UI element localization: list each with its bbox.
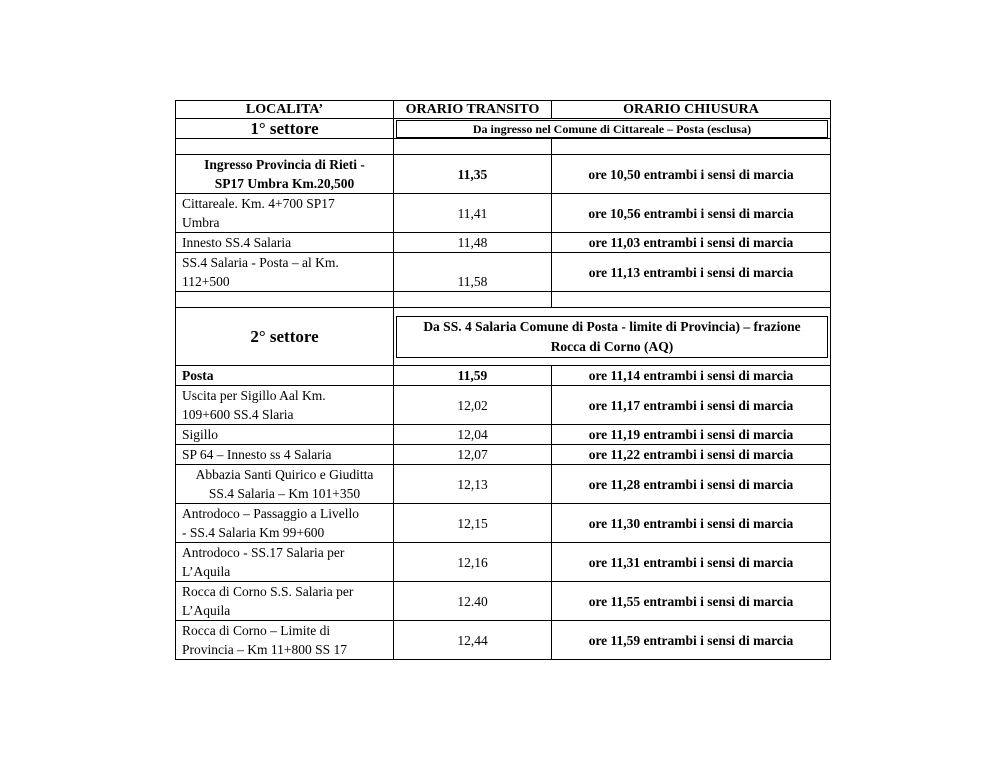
transit-time: 12,15: [394, 504, 552, 543]
table-row: [176, 386, 831, 425]
closure-time: ore 10,50 entrambi i sensi di marcia: [552, 155, 831, 194]
location-cell: Antrodoco – Passaggio a Livello - SS.4 Salaria Km 99+600: [176, 504, 394, 543]
sector-1-row: [176, 119, 831, 139]
closure-time: ore 11,28 entrambi i sensi di marcia: [552, 465, 831, 504]
closure-time: ore 11,31 entrambi i sensi di marcia: [552, 543, 831, 582]
spacer-row: [176, 292, 831, 308]
closure-time: ore 10,56 entrambi i sensi di marcia: [552, 194, 831, 233]
location-cell: Innesto SS.4 Salaria: [176, 233, 394, 253]
location-cell: Rocca di Corno S.S. Salaria per L’Aquila: [176, 582, 394, 621]
header-localita: LOCALITA’: [176, 101, 394, 119]
transit-time: 11,48: [394, 233, 552, 253]
table-row: [176, 233, 831, 253]
header-orario-chiusura: ORARIO CHIUSURA: [552, 101, 831, 119]
sector-1-note: Da ingresso nel Comune di Cittareale – Posta (esclusa): [396, 120, 828, 138]
transit-time: 12,02: [394, 386, 552, 425]
transit-time: 11,41: [394, 194, 552, 233]
transit-time: 12,07: [394, 445, 552, 465]
sector-2-row: [176, 308, 831, 366]
location-cell: Sigillo: [176, 425, 394, 445]
closure-time: ore 11,30 entrambi i sensi di marcia: [552, 504, 831, 543]
table-row: [176, 155, 831, 194]
location-cell: Abbazia Santi Quirico e Giuditta SS.4 Salaria – Km 101+350: [176, 465, 394, 504]
table-row: [176, 621, 831, 660]
location-cell: Ingresso Provincia di Rieti - SP17 Umbra Km.20,500: [176, 155, 394, 194]
location-cell: SS.4 Salaria - Posta – al Km. 112+500: [176, 253, 394, 292]
closure-time: ore 11,55 entrambi i sensi di marcia: [552, 582, 831, 621]
table-row: [176, 194, 831, 233]
transit-time: 12,13: [394, 465, 552, 504]
closure-time: ore 11,22 entrambi i sensi di marcia: [552, 445, 831, 465]
table-row: [176, 504, 831, 543]
sector-2-label: 2° settore: [176, 308, 394, 366]
location-cell: Uscita per Sigillo Aal Km. 109+600 SS.4 Slaria: [176, 386, 394, 425]
transit-time: 12,44: [394, 621, 552, 660]
location-cell: Posta: [176, 366, 394, 386]
transit-time: 12.40: [394, 582, 552, 621]
location-cell: Antrodoco - SS.17 Salaria per L’Aquila: [176, 543, 394, 582]
header-row: [176, 101, 831, 119]
transit-time: 11,35: [394, 155, 552, 194]
table-row: [176, 253, 831, 292]
closure-time: ore 11,14 entrambi i sensi di marcia: [552, 366, 831, 386]
transit-time: 11,59: [394, 366, 552, 386]
closure-time: ore 11,03 entrambi i sensi di marcia: [552, 233, 831, 253]
table-row: [176, 445, 831, 465]
table-row: [176, 465, 831, 504]
transit-time: 12,16: [394, 543, 552, 582]
sector-1-label: 1° settore: [176, 119, 394, 139]
closure-time: ore 11,19 entrambi i sensi di marcia: [552, 425, 831, 445]
sector-2-note: Da SS. 4 Salaria Comune di Posta - limite di Provincia) – frazione Rocca di Corno (AQ): [396, 316, 828, 358]
location-cell: Rocca di Corno – Limite di Provincia – Km 11+800 SS 17: [176, 621, 394, 660]
table-row: [176, 582, 831, 621]
transit-time: 11,58: [394, 253, 552, 292]
table-row: [176, 543, 831, 582]
closure-time: ore 11,17 entrambi i sensi di marcia: [552, 386, 831, 425]
header-orario-transito: ORARIO TRANSITO: [394, 101, 552, 119]
closure-time: ore 11,13 entrambi i sensi di marcia: [552, 253, 831, 292]
schedule-document: [175, 100, 830, 660]
table-row: [176, 425, 831, 445]
closure-time: ore 11,59 entrambi i sensi di marcia: [552, 621, 831, 660]
location-cell: Cittareale. Km. 4+700 SP17 Umbra: [176, 194, 394, 233]
location-cell: SP 64 – Innesto ss 4 Salaria: [176, 445, 394, 465]
spacer-row: [176, 139, 831, 155]
schedule-table: [175, 100, 831, 660]
table-row: [176, 366, 831, 386]
transit-time: 12,04: [394, 425, 552, 445]
